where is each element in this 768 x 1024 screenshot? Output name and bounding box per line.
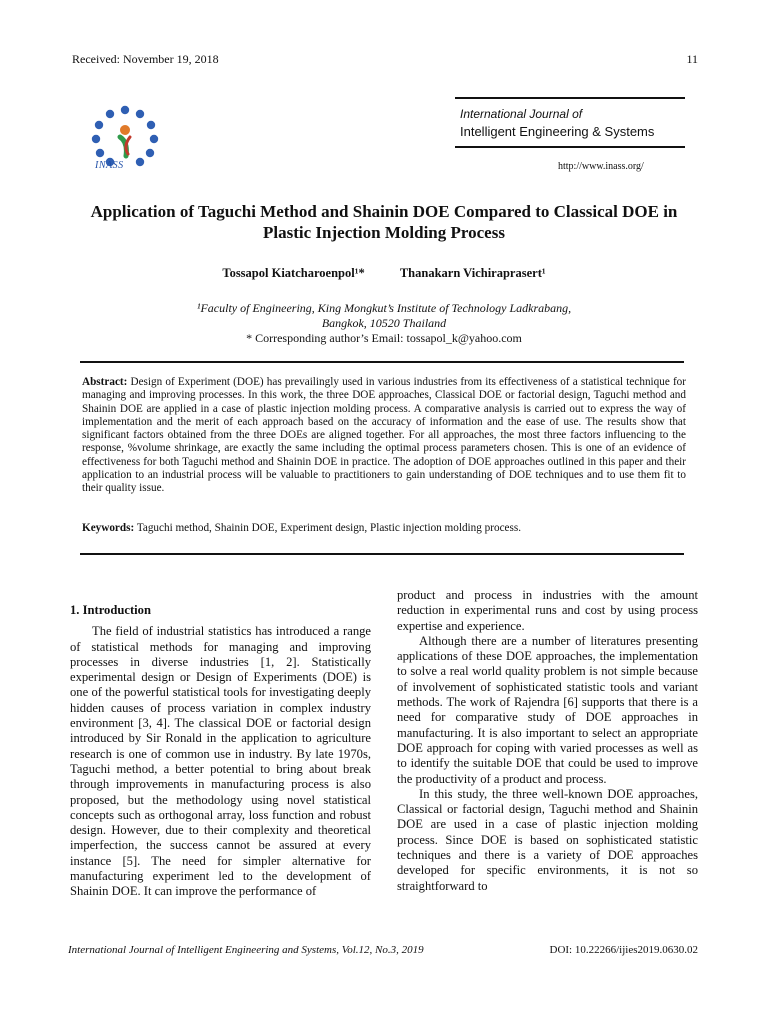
section-heading: 1. Introduction [70,603,151,617]
journal-top-rule [455,97,685,99]
paragraph: Although there are a number of literatures presenting applications of these DOE approaches, the implementation to solve a real world quality problem is not simple because of involvement of sophisticated statistic tools and variant methods. The work of Rajendra [6] supports that there is a need for comparative study of DOE approaches in manufacturing. It is also important to select an appropriate DOE approach for coping with varied processes as well as to identify the suitable DOE that could be used to improve the productivity of a product and process. [397,633,698,786]
keywords [82,522,686,535]
authors [0,266,768,281]
paragraph: In this study, the three well-known DOE approaches, Classical or factorial design, Taguchi method and Shainin DOE are used in a case of plastic injection molding process. Since DOE is based on sophisticated statistic techniques and there is a variety of DOE approaches developed for specific environments, it is not so straightforward to [397,786,698,893]
paragraph: product and process in industries with the amount reduction in experimental runs and cost by using process expertise and experience. [397,588,698,633]
affiliation-line-2: Bangkok, 10520 Thailand [321,316,447,330]
logo-text: INASS [95,160,124,171]
author-2: Thanakarn Vichiraprasert¹ [399,266,546,280]
abstract [82,376,686,496]
title-line-1: Application of Taguchi Method and Shainin DOE Compared to Classical DOE in [90,202,678,221]
footer-journal: International Journal of Intelligent Engineering and Systems, Vol.12, No.3, 2019 [68,944,424,956]
journal-name-line1: International Journal of [460,107,583,121]
page-number: 11 [686,52,698,66]
abstract-top-rule [80,361,684,363]
abstract-label: Abstract: [82,376,128,388]
keywords-label: Keywords: [82,522,135,534]
affiliation [0,301,768,346]
paper-title [40,201,728,243]
paragraph: The field of industrial statistics has introduced a range of statistical methods for managing and improving processes in diverse industries [1, 2]. Statistically experimental design or Design of Experiments (DOE) is one of the powerful statistical tools for investigating deeply hidden causes of process variation in complex industry environment [3, 4]. The classical DOE or factorial design introduced by Sir Ronald in the application to agriculture research is one of common use in industry. By late 1970s, Taguchi method, a better potential to bring about break through improvements in manufacturing process is also proposed, but the methodology using novel statistical concepts such as orthogonal array, loss function and robust design. However, due to their complexity and theoretical imperfection, the success cannot be assured at every instance [5]. The need for simpler alternative for manufacturing experiment led to the development of Shainin DOE. It can improve the performance of [70,624,371,899]
footer-doi: DOI: 10.22266/ijies2019.0630.02 [549,944,698,956]
keywords-text: Taguchi method, Shainin DOE, Experiment design, Plastic injection molding process. [136,522,521,534]
journal-url[interactable]: http://www.inass.org/ [558,161,644,172]
title-line-2: Plastic Injection Molding Process [263,223,505,242]
journal-name-line2: Intelligent Engineering & Systems [460,124,655,139]
author-1: Tossapol Kiatcharoenpol¹* [222,266,365,280]
journal-bottom-rule [455,146,685,148]
left-column [70,603,371,900]
abstract-text: Design of Experiment (DOE) has prevailingly used in various industries from its effectiveness of a statistical technique for managing and improving processes. In this work, the three DOE approaches, Classical DOE or factorial design, Taguchi method and Shainin DOE are applied in a case of plastic injection molding process. A comparative analysis is carried out to express the way of implementation and the merit of each approach based on the accuracy of information and the ease of use. The results show that significant factors obtained from the three DOEs are aligned together. For all approaches, the most three factors influencing to the response, %volume shrinkage, are exactly the same including the optimal process parameters chosen. This is one of an evidence of effectiveness for both Taguchi method and Shainin DOE in practice. The adoption of DOE approaches outlined in this paper and their application to an industrial process will be valuable to practitioners to gain understanding of DOE techniques and to use them fit to their quality issue. [82,376,686,495]
abstract-bottom-rule [80,553,684,555]
corresponding-author: * Corresponding author’s Email: tossapol_k@yahoo.com [246,331,522,345]
affiliation-line-1: ¹Faculty of Engineering, King Mongkut’s Institute of Technology Ladkrabang, [196,301,572,315]
received-date: Received: November 19, 2018 [72,52,219,66]
right-column [397,588,698,894]
